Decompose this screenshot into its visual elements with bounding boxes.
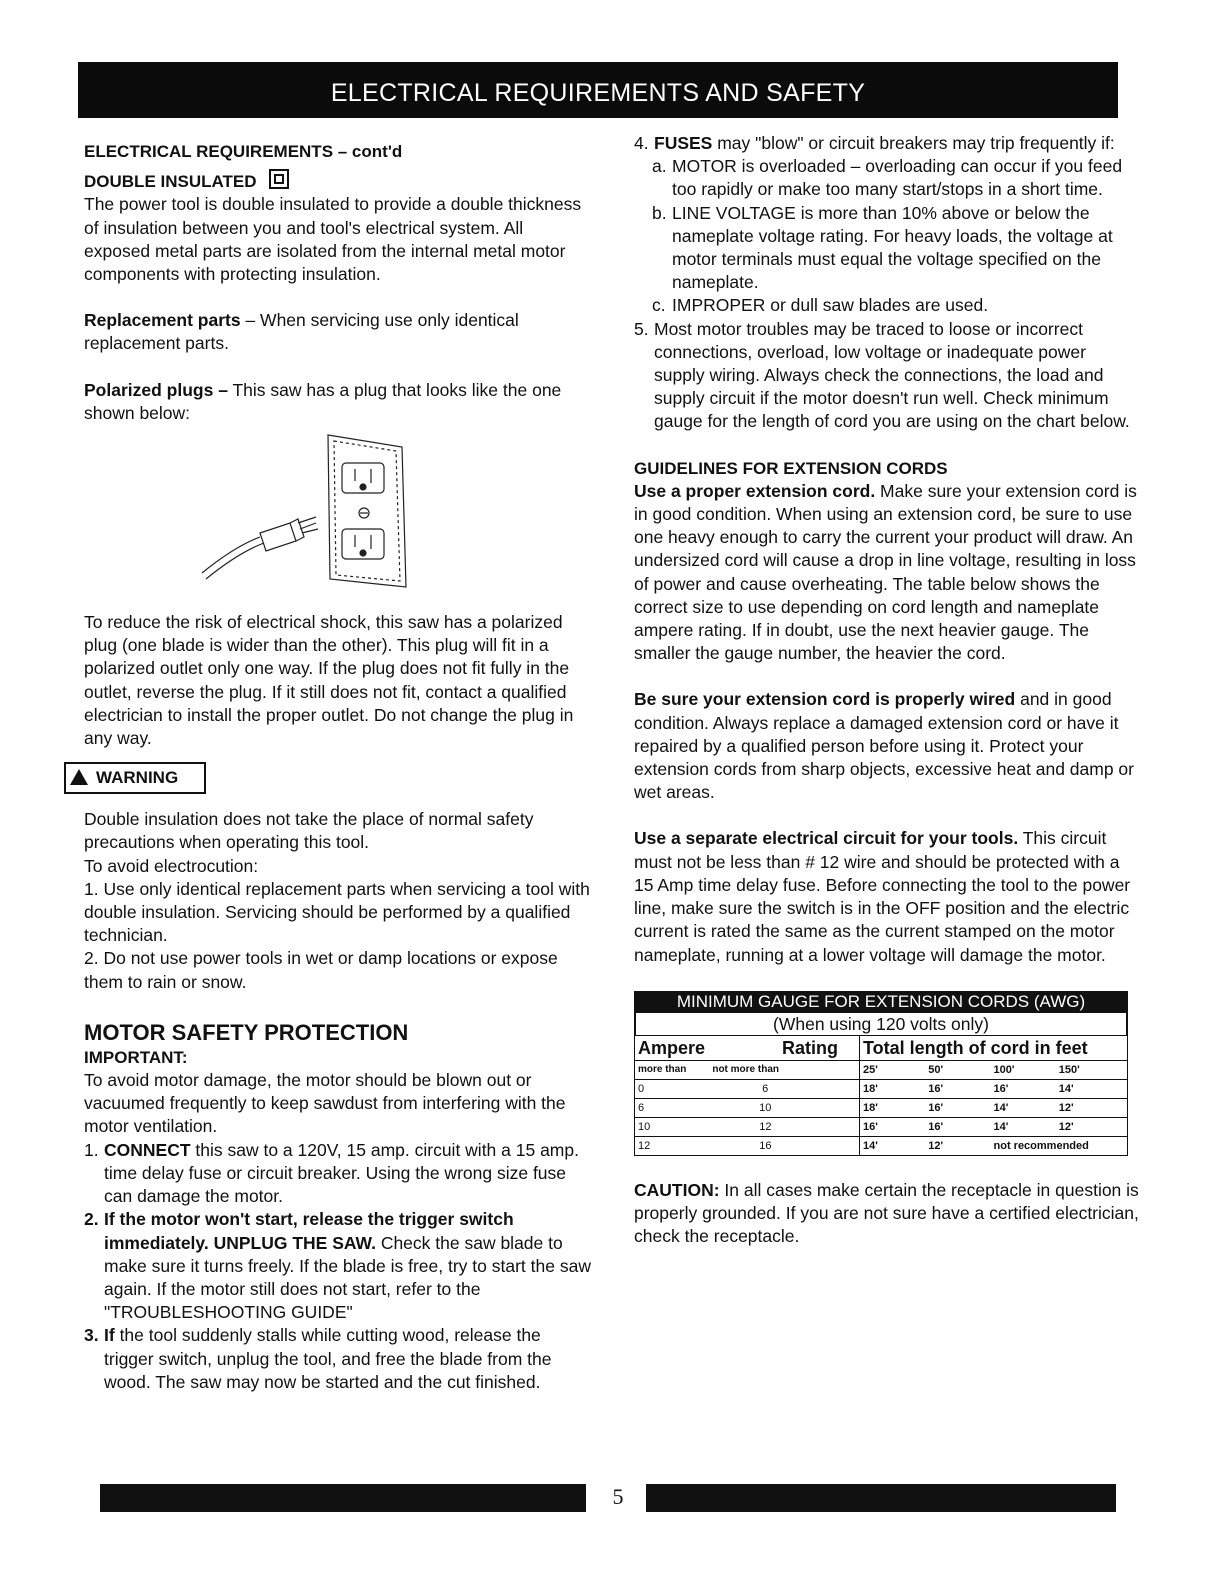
header-rating: Rating (782, 1037, 838, 1058)
ampere-from: 6 (638, 1101, 645, 1114)
plug-and-outlet-icon (84, 433, 594, 601)
gauge-table (634, 991, 1128, 1156)
plug-outlet-illustration (84, 433, 594, 601)
gauge-value: 12' (1058, 1101, 1074, 1114)
footer-bar-right (646, 1484, 1116, 1512)
right-column (634, 132, 1139, 1248)
ampere-to: 16 (759, 1139, 772, 1152)
motor-item-text: this saw to a 120V, 15 amp. circuit with a 15 amp. time delay fuse or circuit breaker. Using the wrong size fuse can damage the motor. (104, 1139, 579, 1207)
fuses-subitem (634, 294, 1139, 317)
motor-troubles-text: Most motor troubles may be traced to loose or incorrect connections, overload, low voltage or inadequate power supply wiring. Always check the connections, the load and supply circuit if the motor doesn't run well. Check minimum gauge for the length of cord you are using on the chart below. (654, 318, 1130, 432)
sub-letter: a. (652, 156, 667, 177)
double-insulated-icon (269, 169, 289, 189)
gauge-value: 16' (863, 1120, 878, 1133)
table-row (635, 1136, 1128, 1155)
caution-paragraph (634, 1179, 1139, 1249)
sub-text: LINE VOLTAGE is more than 10% above or below the nameplate voltage rating. For heavy loads, the voltage at motor terminals must equal the voltage specified on the nameplate. (672, 202, 1113, 293)
gauge-table-title: MINIMUM GAUGE FOR EXTENSION CORDS (AWG) (634, 991, 1128, 1013)
spacer-cell (841, 1136, 860, 1155)
sub-text: MOTOR is overloaded – overloading can occur if you feed too rapidly or make too many start/stops in a short time. (672, 156, 1123, 200)
spacer-cell (841, 1060, 860, 1079)
header-spacer (841, 1035, 860, 1060)
caution-lead: CAUTION: (634, 1179, 720, 1200)
lengths-cell (860, 1060, 1128, 1079)
warning-line: Double insulation does not take the place of normal safety precautions when operating this tool. (84, 809, 534, 853)
sub-not-more-than: not more than (712, 1063, 780, 1075)
gauge-value: 16' (928, 1082, 944, 1095)
polarized-plugs-paragraph (84, 379, 594, 425)
motor-item-number: 2. (84, 1209, 99, 1230)
sub-text: IMPROPER or dull saw blades are used. (672, 295, 989, 316)
gauge-value: 18' (863, 1082, 878, 1095)
header-ampere: Ampere (638, 1037, 706, 1058)
polarized-plugs-lead: Polarized plugs – (84, 379, 228, 400)
motor-item-number: 1. (84, 1139, 99, 1160)
double-insulated-body: The power tool is double insulated to provide a double thickness of insulation between you and tool's electrical system. All exposed metal parts are isolated from the internal metal motor components with protecting insulation. (84, 194, 582, 285)
ampere-to: 12 (759, 1120, 772, 1133)
ampere-from: 12 (638, 1139, 651, 1152)
table-row (635, 1098, 1128, 1117)
motor-item (84, 1208, 594, 1324)
gauge-value: 12' (928, 1139, 944, 1152)
gauge-value: 14' (993, 1101, 1009, 1114)
sub-letter: c. (652, 295, 666, 316)
fuses-subitem (634, 202, 1139, 295)
section-heading: ELECTRICAL REQUIREMENTS – cont'd (84, 142, 403, 161)
proper-cord-body: Make sure your extension cord is in good condition. When using an extension cord, be sure to use one heavy enough to carry the current your product will draw. An undersized cord will cause a drop in line voltage, resulting in loss of power and cause overheating. The table below shows the correct size to use depending on cord length and nameplate ampere rating. If in doubt, use the next heavier gauge. The smaller the gauge number, the heavier the cord. (634, 480, 1137, 664)
caution-body: In all cases make certain the receptacle in question is properly grounded. If you are not sure have a certified electrician, check the receptacle. (634, 1179, 1139, 1247)
ampere-cell (635, 1098, 842, 1117)
gauge-value: 16' (928, 1101, 944, 1114)
motor-item-text: Check the saw blade to make sure it turns freely. If the blade is free, try to start the saw again. If the motor still does not start, refer to the "TROUBLESHOOTING GUIDE" (104, 1232, 591, 1323)
spacer-cell (841, 1117, 860, 1136)
spacer-cell (841, 1098, 860, 1117)
guidelines-title: GUIDELINES FOR EXTENSION CORDS (634, 458, 948, 478)
replacement-parts-lead: Replacement parts (84, 310, 241, 331)
properly-wired-lead: Be sure your extension cord is properly wired (634, 689, 1016, 710)
left-column (84, 140, 594, 1394)
header-total-length: Total length of cord in feet (860, 1035, 1128, 1060)
gauge-value: 14' (863, 1139, 878, 1152)
separate-circuit-paragraph (634, 827, 1139, 966)
separate-circuit-lead: Use a separate electrical circuit for your tools. (634, 828, 1019, 849)
ampere-cell (635, 1079, 842, 1098)
gauge-cell (860, 1117, 1128, 1136)
ampere-cell (635, 1136, 842, 1155)
length-50: 50' (928, 1063, 944, 1076)
polarized-plugs-body: This saw has a plug that looks like the one shown below: (84, 379, 562, 423)
motor-item (84, 1324, 594, 1394)
spacer-cell (841, 1079, 860, 1098)
warning-label: WARNING (96, 768, 179, 788)
motor-item-lead: CONNECT (104, 1139, 191, 1160)
table-header-row (635, 1035, 1128, 1060)
page-banner: ELECTRICAL REQUIREMENTS AND SAFETY (78, 62, 1118, 118)
length-25: 25' (863, 1063, 878, 1076)
polarized-plug-explanation: To reduce the risk of electrical shock, this saw has a polarized plug (one blade is wider than the other). This plug will fit in a polarized outlet only one way. If the plug does not fit fully in the outlet, reverse the plug. If it still does not fit, contact a qualified electrician to install the proper outlet. Do not change the plug in any way. (84, 612, 574, 749)
gauge-value: 14' (1058, 1082, 1074, 1095)
motor-safety-title: MOTOR SAFETY PROTECTION (84, 1019, 409, 1045)
double-insulated-label: DOUBLE INSULATED (84, 172, 257, 192)
sub-more-than: more than (638, 1063, 687, 1075)
warning-triangle-icon (70, 769, 88, 785)
properly-wired-paragraph (634, 688, 1139, 804)
length-150: 150' (1058, 1063, 1080, 1076)
replacement-parts-paragraph (84, 309, 594, 355)
fuses-item (634, 132, 1139, 155)
list-number: 5. (634, 318, 649, 339)
motor-item-number: 3. (84, 1325, 99, 1346)
motor-intro: To avoid motor damage, the motor should be blown out or vacuumed frequently to keep sawdust from interfering with the motor ventilation. (84, 1070, 566, 1137)
ampere-to: 6 (762, 1082, 769, 1095)
gauge-table-note: (When using 120 volts only) (634, 1013, 1128, 1035)
warning-line: 2. Do not use power tools in wet or damp locations or expose them to rain or snow. (84, 948, 558, 992)
warning-line: To avoid electrocution: (84, 855, 259, 876)
gauge-value: 18' (863, 1101, 878, 1114)
fuses-subitem (634, 155, 1139, 201)
gauge-value: 14' (993, 1120, 1009, 1133)
proper-cord-paragraph (634, 480, 1139, 666)
gauge-table-grid (634, 1035, 1128, 1156)
table-subheader-row (635, 1060, 1128, 1079)
warning-line: 1. Use only identical replacement parts when servicing a tool with double insulation. Servicing should be performed by a qualified technician. (84, 878, 590, 946)
motor-item-lead: If (104, 1325, 115, 1346)
fuses-lead: FUSES (654, 133, 713, 153)
not-recommended: not recommended (993, 1139, 1089, 1152)
length-100: 100' (993, 1063, 1015, 1076)
ampere-from: 10 (638, 1120, 651, 1133)
separate-circuit-body: This circuit must not be less than # 12 wire and should be protected with a 15 Amp time delay fuse. Before connecting the tool to the power line, make sure the switch is in the OFF position and the electric current is rated the same as the current stamped on the motor nameplate, running at a lower voltage will damage the motor. (634, 828, 1131, 965)
sub-header-cell (635, 1060, 842, 1079)
gauge-cell (860, 1136, 1128, 1155)
gauge-cell (860, 1098, 1128, 1117)
warning-label-box (64, 762, 206, 794)
double-insulated-title (84, 169, 594, 193)
sub-letter: b. (652, 202, 667, 223)
ampere-to: 10 (759, 1101, 772, 1114)
page-number: 5 (612, 1484, 624, 1509)
ampere-cell (635, 1117, 842, 1136)
ampere-from: 0 (638, 1082, 645, 1095)
proper-cord-lead: Use a proper extension cord. (634, 480, 876, 501)
properly-wired-body: and in good condition. Always replace a damaged extension cord or have it repaired by a qualified person before using it. Protect your extension cords from sharp objects, excessive heat and damp or wet areas. (634, 689, 1134, 803)
important-label: IMPORTANT: (84, 1047, 188, 1067)
motor-item-lead: If the motor won't start, release the trigger switch immediately. UNPLUG THE SAW. (104, 1209, 514, 1253)
gauge-value: 16' (993, 1082, 1009, 1095)
gauge-value: 12' (1058, 1120, 1074, 1133)
motor-item (84, 1139, 594, 1209)
gauge-cell (860, 1079, 1128, 1098)
footer-bar-left (100, 1484, 586, 1512)
header-ampere-rating (635, 1035, 842, 1060)
list-number: 4. (634, 133, 649, 153)
table-row (635, 1117, 1128, 1136)
motor-troubles-item (634, 318, 1139, 434)
fuses-text: may "blow" or circuit breakers may trip frequently if: (712, 133, 1115, 153)
motor-item-text: the tool suddenly stalls while cutting wood, release the trigger switch, unplug the tool, and free the blade from the wood. The saw may now be started and the cut finished. (104, 1325, 552, 1392)
gauge-value: 16' (928, 1120, 944, 1133)
table-row (635, 1079, 1128, 1098)
replacement-parts-body: – When servicing use only identical replacement parts. (84, 310, 519, 354)
